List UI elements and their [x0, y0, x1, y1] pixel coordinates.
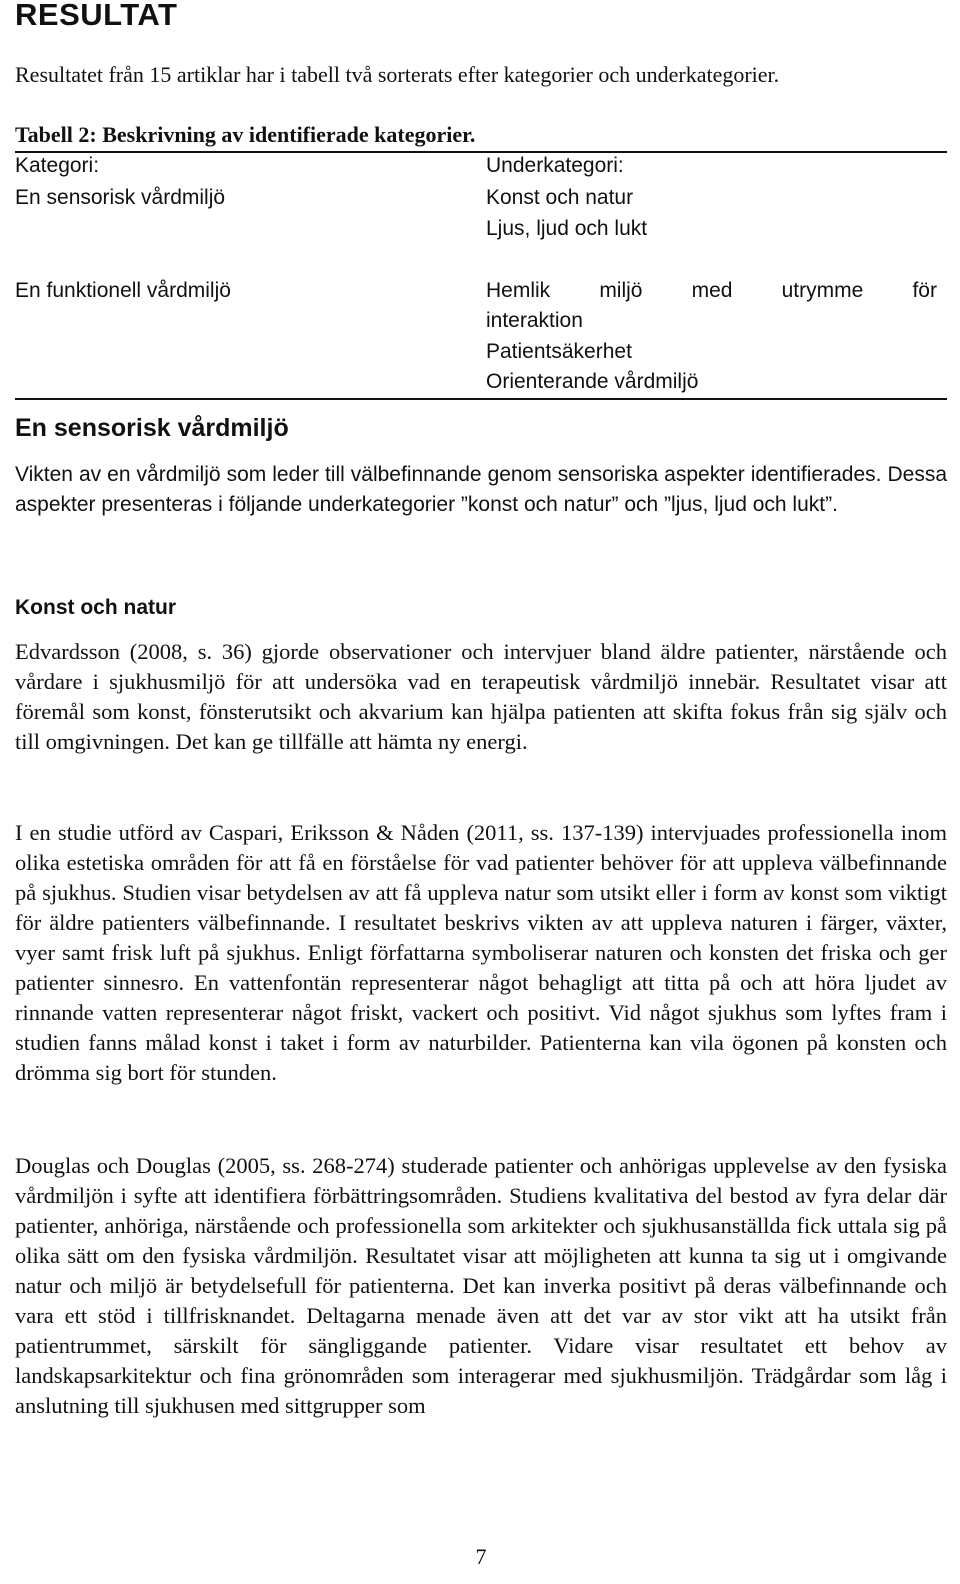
page-number: 7	[475, 1544, 487, 1569]
paragraph-edvardsson: Edvardsson (2008, s. 36) gjorde observationer och intervjuer bland äldre patienter, närstående och vårdare i sjukhusmiljö för att undersöka vad en terapeutisk vårdmiljö innebär. Resultatet visar att föremål som konst, fönsterutsikt och akvarium kan hjälpa patienten att skifta fokus från sig själv och till omgivningen. Det kan ge tillfälle att hämta ny energi.	[15, 639, 947, 754]
paragraph-douglas: Douglas och Douglas (2005, ss. 268-274) studerade patienter och anhörigas upplevelse av den fysiska vårdmiljön i syfte att identifiera förbättringsområden. Studiens kvalitativa del bestod av fyra delar där patienter, anhöriga, närstående och professionella som arkitekter och sjukhusanställda fick uttala sig på olika sätt om den fysiska vårdmiljön. Resultatet visar att möjligheten att kunna ta sig ut i omgivande natur och miljö är betydelsefull för patienterna. Det kan inverka positivt på deras välbefinnande och vara ett stöd i tillfrisknandet. Deltagarna menade även att det var av stor vikt att ha utsikt från patientrummet, särskilt för sängliggande patienter. Vidare visar resultatet ett behov av landskapsarkitektur och fina grönområden som interagerar med sjukhusmiljön. Trädgårdar som låg i anslutning till sjukhusen med sittgrupper som	[15, 1153, 947, 1418]
page-heading: RESULTAT	[15, 0, 178, 32]
subcategory-art-nature: Konst och natur	[486, 186, 634, 209]
section-intro: Vikten av en vårdmiljö som leder till välbefinnande genom sensoriska aspekter identifierades. Dessa aspekter presenteras i följande underkategorier ”konst och natur” och ”ljus, ljud och lukt”.	[15, 463, 947, 516]
section-heading: En sensorisk vårdmiljö	[15, 414, 289, 442]
sub-word: utrymme	[781, 279, 864, 302]
sub-word: Hemlik	[486, 279, 551, 302]
subsection-heading: Konst och natur	[15, 596, 176, 619]
paragraph-caspari: I en studie utförd av Caspari, Eriksson & Nåden (2011, ss. 137-139) intervjuades professionella inom olika estetiska områden för att få en förståelse för vad patienter behöver för att uppleva välbefinnande på sjukhus. Studien visar betydelsen av att få uppleva natur som utsikt eller i form av konst som viktigt för äldre patienters välbefinnande. I resultatet beskrivs vikten av att uppleva naturen i färger, växter, vyer samt frisk luft på sjukhus. Enligt författarna symboliserar naturen och konsten det friska och ger patienter sinnesro. En vattenfontän representerar något behagligt att titta på och att höra ljudet av rinnande vatten representerar något friskt, vackert och positivt. Vid något sjukhus som lyftes fram i studien fanns målad konst i taket i form av naturbilder. Patienterna kan vila ögonen på konsten och drömma sig bort för stunden.	[15, 820, 947, 1085]
subcategory-light-sound-smell: Ljus, ljud och lukt	[486, 217, 648, 240]
sub-word: för	[912, 279, 937, 302]
category-sensory: En sensorisk vårdmiljö	[15, 186, 226, 209]
sub-word: med	[691, 279, 733, 302]
subcategory-homelike-line1	[486, 276, 937, 306]
subcategory-homelike-line2: interaktion	[486, 309, 583, 332]
table-header-category: Kategori:	[15, 154, 100, 177]
subcategory-patient-safety: Patientsäkerhet	[486, 340, 632, 363]
sub-word: miljö	[599, 279, 643, 302]
subcategory-orienting: Orienterande vårdmiljö	[486, 370, 699, 393]
category-table	[15, 151, 947, 400]
intro-text: Resultatet från 15 artiklar har i tabell två sorterats efter kategorier och underkategorier.	[15, 62, 780, 87]
table-header-subcategory: Underkategori:	[486, 154, 624, 177]
table-caption: Tabell 2: Beskrivning av identifierade kategorier.	[15, 122, 476, 147]
category-functional: En funktionell vårdmiljö	[15, 279, 231, 302]
